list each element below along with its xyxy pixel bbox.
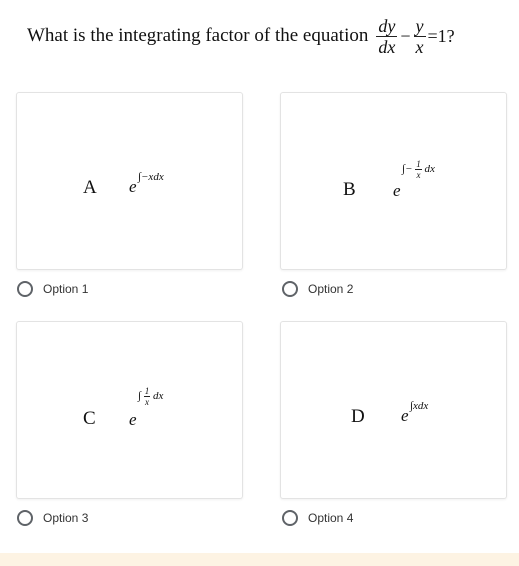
bottom-bar <box>0 553 519 566</box>
exponent-suffix: dx <box>424 163 435 176</box>
fraction-numerator: y <box>415 15 424 36</box>
exponent: ∫−xdx <box>138 171 164 183</box>
option-expression <box>129 171 164 197</box>
radio-button[interactable] <box>282 281 298 297</box>
option-label: Option 2 <box>308 282 354 296</box>
option-letter: D <box>351 406 365 427</box>
option-label: Option 1 <box>43 282 89 296</box>
exponent-base: e <box>401 406 409 425</box>
option-card-c[interactable] <box>16 321 243 499</box>
exponent-prefix: ∫− <box>402 163 413 176</box>
option-1-radio[interactable] <box>17 281 88 297</box>
option-letter: A <box>83 177 97 198</box>
option-4-radio[interactable] <box>282 510 353 526</box>
equals-rhs: =1? <box>427 25 455 46</box>
option-card-a[interactable] <box>16 92 243 270</box>
exponent-base: e <box>393 181 401 200</box>
option-letter: B <box>343 179 356 200</box>
minus-sign: − <box>400 25 411 46</box>
exponent <box>402 159 435 180</box>
exponent-prefix: ∫ <box>138 390 142 403</box>
option-card-d[interactable] <box>280 321 507 499</box>
option-label: Option 3 <box>43 511 89 525</box>
exponent-suffix: dx <box>153 390 164 403</box>
fraction-denominator: x <box>416 170 421 180</box>
fraction-numerator: 1 <box>144 386 150 396</box>
exponent <box>138 386 163 407</box>
fraction-denominator: dx <box>378 36 396 57</box>
fraction-y-x <box>414 16 426 57</box>
option-expression <box>129 386 164 430</box>
option-3-radio[interactable] <box>17 510 88 526</box>
exponent-fraction <box>144 386 151 407</box>
option-letter: C <box>83 408 96 429</box>
fraction-numerator: 1 <box>416 159 421 169</box>
option-expression <box>401 400 429 426</box>
option-expression <box>393 159 435 201</box>
radio-button[interactable] <box>17 281 33 297</box>
fraction-denominator: x <box>145 397 150 407</box>
exponent: ∫xdx <box>410 400 429 412</box>
radio-button[interactable] <box>17 510 33 526</box>
option-label: Option 4 <box>308 511 354 525</box>
fraction-dy-dx <box>376 16 397 57</box>
option-card-b[interactable] <box>280 92 507 270</box>
fraction-denominator: x <box>415 36 424 57</box>
question-stem: What is the integrating factor of the equation <box>27 25 369 46</box>
exponent-base: e <box>129 410 137 429</box>
fraction-numerator: dy <box>378 15 396 36</box>
question-text <box>27 10 507 62</box>
exponent-base: e <box>129 177 137 196</box>
exponent-fraction <box>415 159 422 180</box>
option-2-radio[interactable] <box>282 281 353 297</box>
radio-button[interactable] <box>282 510 298 526</box>
